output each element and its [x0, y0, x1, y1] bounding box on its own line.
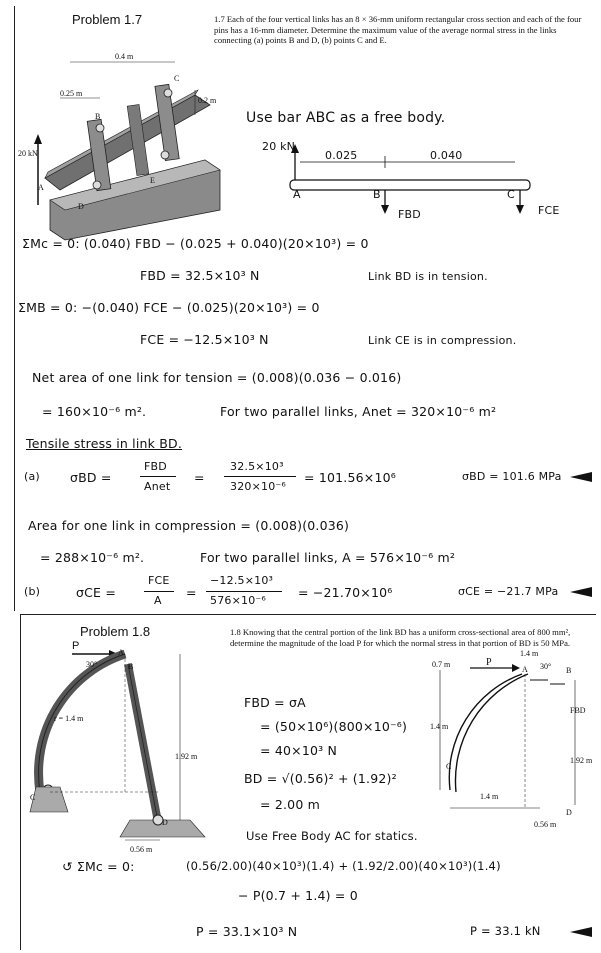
fbd18-a: A: [522, 665, 528, 674]
problem-17-left-rule: [14, 6, 15, 611]
answer-arrow-b-icon: [570, 587, 592, 597]
fbd-pt-b: B: [373, 188, 381, 201]
answer-arrow-a-icon: [570, 472, 592, 482]
fbd18-val: = 40×10³ N: [260, 743, 338, 758]
fig18-height: 1.92 m: [175, 752, 198, 761]
problem-18-left-rule: [20, 614, 21, 950]
fbd18-dim14-bottom: 1.4 m: [480, 792, 499, 801]
problem-18-statement: 1.8 Knowing that the central portion of the link BD has a uniform cross-sectional area of 800 mm², determine the magnitude of the load P for which the normal stress in that portion of BD is 50 MPa.: [230, 627, 571, 648]
sigma-bd-frac-bar2: [224, 476, 296, 477]
fbd18-dim056: 0.56 m: [534, 820, 557, 829]
net-area-value: = 160×10⁻⁶ m².: [42, 404, 147, 419]
fig17-dim-right: 0.2 m: [198, 96, 217, 105]
fbd-pt-a: A: [293, 188, 301, 201]
fig17-load: 20 kN: [18, 149, 38, 158]
fig17-pt-e: E: [150, 176, 155, 185]
sigma-ce-num2: −12.5×10³: [210, 574, 274, 587]
fbd18-d: D: [566, 808, 572, 817]
problem-17-figure: [20, 50, 230, 240]
fbd18-c: C: [446, 762, 452, 771]
p-value: P = 33.1×10³ N: [196, 924, 298, 939]
tensile-heading: Tensile stress in link BD.: [26, 436, 183, 451]
sigma-bd-den2: 320×10⁻⁶: [230, 480, 287, 493]
fig17-pt-d: D: [78, 202, 84, 211]
fbd-label-fbd: FBD: [398, 208, 421, 221]
two-links-tension: For two parallel links, Anet = 320×10⁻⁶ m²: [220, 404, 497, 419]
two-links-compression: For two parallel links, A = 576×10⁻⁶ m²: [200, 550, 456, 565]
fig18-pt-b: B: [128, 662, 134, 671]
problem-17-title: Problem 1.7: [72, 12, 143, 27]
bd-length: BD = √(0.56)² + (1.92)²: [244, 771, 397, 786]
sigma-bd-lhs: σBD =: [70, 470, 112, 485]
fbd18-eq: FBD = σA: [244, 695, 306, 710]
moment-c-lhs: ↺ ΣMc = 0:: [62, 859, 135, 874]
sigma-ce-frac-bar2: [206, 591, 282, 592]
sigma-bd-num: FBD: [144, 460, 167, 473]
fbd-tension-note: Link BD is in tension.: [368, 270, 488, 283]
sigma-ce-den2: 576×10⁻⁶: [210, 594, 267, 607]
fbd-value: FBD = 32.5×10³ N: [140, 268, 260, 283]
fig18-radius: r = 1.4 m: [54, 714, 84, 723]
fbd-label-fce: FCE: [538, 204, 560, 217]
fbd18-dim07: 0.7 m: [432, 660, 451, 669]
part-a-label: (a): [24, 470, 40, 483]
fbd-dim2: 0.040: [430, 149, 463, 162]
sigma-ce-eq: =: [186, 585, 197, 600]
problem-18-fbd: [430, 660, 580, 820]
fbd18-fbd: FBD: [570, 706, 586, 715]
sigma-ce-lhs: σCE =: [76, 585, 116, 600]
fbd18-p: P: [486, 657, 492, 668]
fbd-dim1: 0.025: [325, 149, 358, 162]
fce-value: FCE = −12.5×10³ N: [140, 332, 269, 347]
fce-compression-note: Link CE is in compression.: [368, 334, 517, 347]
sigma-ce-frac-bar: [144, 591, 174, 592]
fig17-dim-top: 0.4 m: [115, 52, 134, 61]
fbd18-dim14-left: 1.4 m: [430, 722, 449, 731]
eq-moment-b: ΣMB = 0: −(0.040) FCE − (0.025)(20×10³) = 0: [18, 300, 320, 315]
compression-area-line: Area for one link in compression = (0.008)(0.036): [28, 518, 350, 533]
fig18-load-p: P: [72, 640, 80, 652]
sigma-bd-eq: =: [194, 470, 205, 485]
answer-arrow-p-icon: [570, 927, 592, 937]
curved-link-ac: [39, 654, 125, 792]
problem-18-figure: [30, 642, 205, 842]
fig18-pt-c: C: [30, 793, 36, 802]
fig17-pt-b: B: [95, 112, 101, 121]
use-free-body-ac: Use Free Body AC for statics.: [246, 829, 418, 843]
moment-line-2: − P(0.7 + 1.4) = 0: [238, 888, 358, 903]
sigma-ce-answer: σCE = −21.7 MPa: [458, 585, 559, 598]
fig18-angle: 30°: [86, 660, 98, 669]
fbd18-angle: 30°: [540, 662, 552, 671]
fig17-pt-c: C: [174, 74, 180, 83]
sigma-bd-result: = 101.56×10⁶: [304, 470, 396, 485]
part-b-label: (b): [24, 585, 41, 598]
fig18-pt-a: A: [118, 648, 124, 657]
fig17-pt-a: A: [38, 183, 44, 192]
fbd-bar-abc: [250, 144, 540, 214]
eq-moment-c: ΣMc = 0: (0.040) FBD − (0.025 + 0.040)(20×10³) = 0: [22, 236, 369, 251]
fbd18-dim14-top: 1.4 m: [520, 649, 539, 658]
net-area-line: Net area of one link for tension = (0.008)(0.036 − 0.016): [32, 370, 402, 385]
fig17-dim-left: 0.25 m: [60, 89, 83, 98]
p-answer: P = 33.1 kN: [470, 924, 541, 938]
sigma-ce-den: A: [154, 594, 162, 607]
fig18-pt-d: D: [162, 818, 168, 827]
fbd18-b: B: [566, 666, 572, 675]
sigma-bd-answer: σBD = 101.6 MPa: [462, 470, 562, 483]
fbd-force: 20 kN: [262, 140, 296, 153]
fbd18-dim192: 1.92 m: [570, 756, 593, 765]
fbd-pt-c: C: [507, 188, 515, 201]
sigma-bd-den: Anet: [144, 480, 171, 493]
sigma-ce-num: FCE: [148, 574, 170, 587]
problem-18-frame-top: [20, 614, 596, 615]
problem-18-title: Problem 1.8: [80, 624, 151, 639]
fig18-base: 0.56 m: [130, 845, 153, 854]
problem-17-statement: 1.7 Each of the four vertical links has an 8 × 36-mm uniform rectangular cross section and each of the four pins has a 16-mm diameter. Determine the maximum value of the average normal stress in the links connecting (a) points B and D, (b) points C and E.: [214, 14, 582, 46]
sigma-bd-num2: 32.5×10³: [230, 460, 284, 473]
sigma-bd-frac-bar: [140, 476, 176, 477]
free-body-note: Use bar ABC as a free body.: [246, 110, 446, 126]
moment-line-1: (0.56/2.00)(40×10³)(1.4) + (1.92/2.00)(40×10³)(1.4): [186, 859, 501, 873]
compression-area-value: = 288×10⁻⁶ m².: [40, 550, 145, 565]
bd-value: = 2.00 m: [260, 797, 321, 812]
sigma-ce-result: = −21.70×10⁶: [298, 585, 393, 600]
fbd18-sub: = (50×10⁶)(800×10⁻⁶): [260, 719, 408, 734]
